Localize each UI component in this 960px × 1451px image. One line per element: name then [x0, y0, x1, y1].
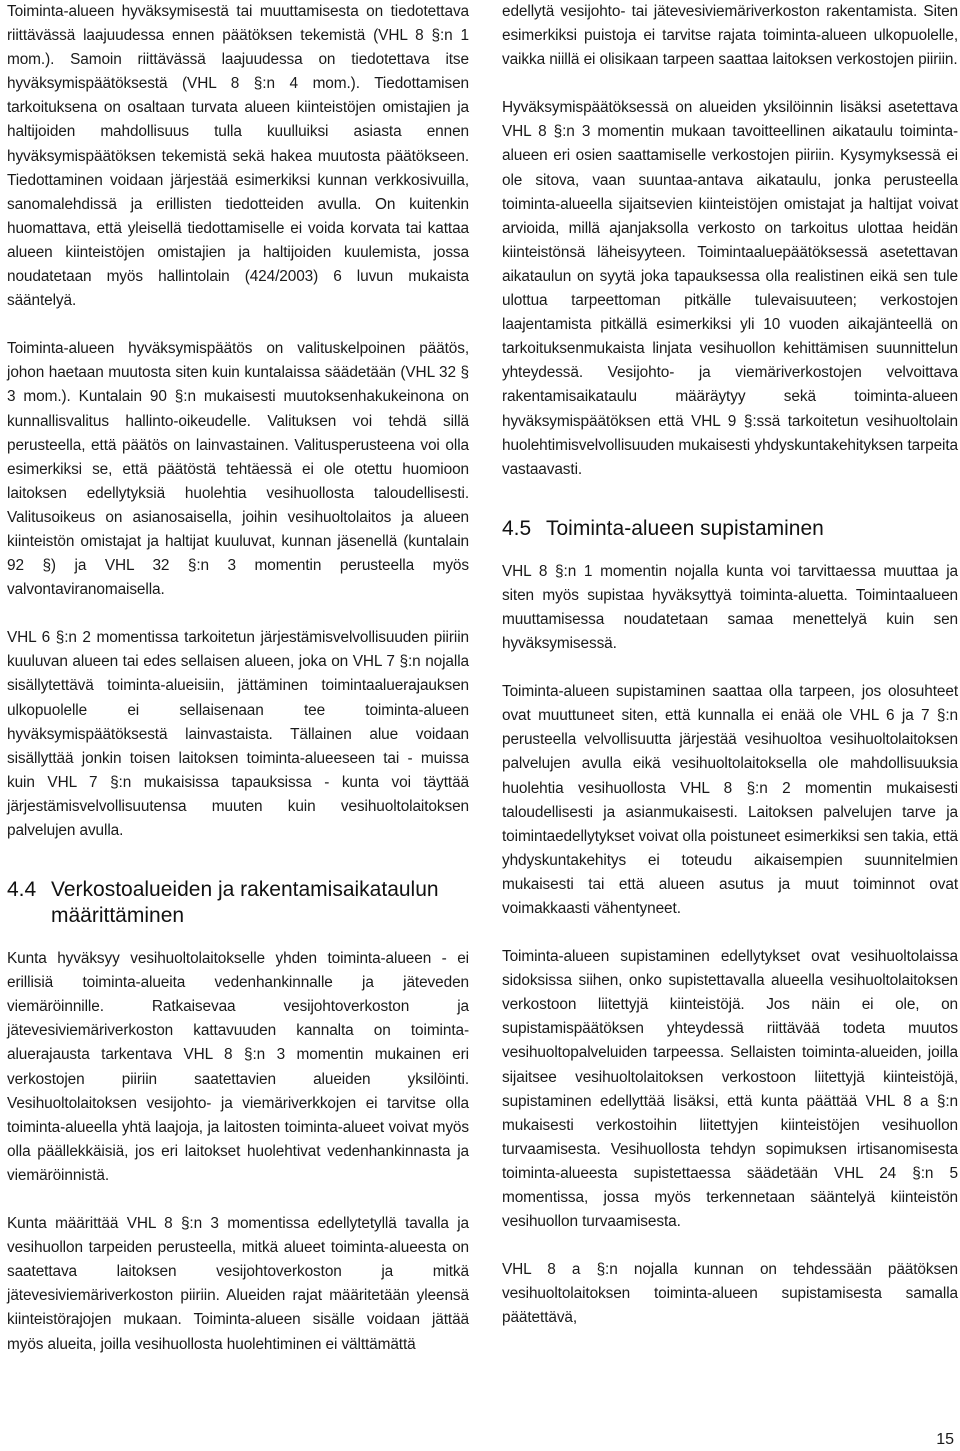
section-number: 4.4 [7, 878, 37, 902]
right-paragraph-1: edellytä vesijohto- tai jätevesiviemäriverkoston rakentamista. Siten esimerkiksi puistoja ei tarvitse rajata toiminta-alueen ulkopuolelle, vaikka niillä ei olisikaan tarpeen saattaa laitoksen verkostojen piiriin. [502, 3, 958, 69]
left-paragraph-1: Toiminta-alueen hyväksymisestä tai muuttamisesta on tiedotettava riittävässä laajuudessa ennen päätöksen tekemistä (VHL 8 §:n 1 mom.). Samoin riittävässä laajuudessa on tiedotettava itse hyväksymispäätöksestä (VHL 8 §:n 4 mom.). Tiedottamisen tarkoituksena on osaltaan turvata alueen kiinteistöjen omistajien ja haltijoiden mahdollisuus tulla kuulluiksi asiasta ennen hyväksymispäätöksen tekemistä sekä hakea muutosta päätökseen. Tiedottaminen voidaan järjestää esimerkiksi kunnan verkkosivuilla, sanomalehdissä ja erillisten tiedotteiden avulla. On kuitenkin huomattava, että yleisellä tiedottamiselle ei voida korvata tai kattaa alueen kiinteistöjen omistajien ja haltijoiden kuulemista, jossa noudatetaan myös hallintolain (424/2003) 6 luvun mukaista sääntelyä. [7, 3, 469, 310]
left-column [7, 0, 469, 1357]
right-paragraph-5: Toiminta-alueen supistaminen edellytykset ovat vesihuoltolaissa sidoksissa siihen, onko supistettavalla alueella vesihuoltolaitoksen verkostoon liitettyjä kiinteistöjä. Jos näin ei ole, on supistamispäätöksen yhteydessä riittävää todeta muutos vesihuoltopalveluiden tarpeessa. Sellaisten toiminta-alueiden, joilla sijaitsee vesihuoltolaitoksen verkostoon liitettyjä kiinteistöjä, supistaminen edellyttää lisäksi, että kunta päättää VHL 8 a §:n mukaisesti verkostoihin liitettyjen kiinteistöjen vesihuollon turvaamisesta. Vesihuollosta tehdyn sopimuksen irtisanomisesta toiminta-alueesta supistettaessa säädetään VHL 24 §:n 5 momentissa, jossa myös terkennetaan sääntelyä kiinteistön vesihuollon turvaamisesta. [502, 948, 958, 1231]
left-paragraph-3: VHL 6 §:n 2 momentissa tarkoitetun järjestämisvelvollisuuden piiriin kuuluvan alueen tai edes sellaisen alueen, joka on VHL 7 §:n nojalla sisällytettävä toiminta-alueisiin, jättäminen toimintaaluerajauksen ulkopuolelle ei sellaisenaan tee toiminta-alueen hyväksymispäätöksestä lainvastaista. Tällainen alue voidaan sisällyttää jonkin toisen laitoksen toiminta-alueeseen tai - muissa kuin VHL 7 §:n mukaisissa tapauksissa - kunta voi täyttää järjestämisvelvollisuutensa muuten kuin vesihuoltolaitoksen palvelujen avulla. [7, 629, 469, 839]
section-heading-4-5 [502, 516, 958, 542]
right-paragraph-2: Hyväksymispäätöksessä on alueiden yksilöinnin lisäksi asetettava VHL 8 §:n 3 momentin mukaan tavoitteellinen aikataulu toiminta-alueen eri osien saattamiselle verkostojen piiriin. Kysymyksessä ei ole sitova, vaan suuntaa-antava aikataulu, jonka perusteella toiminta-alueella sijaitsevien kiinteistöjen omistajat ja haltijat voivat arvioida, millä ajanjaksolla verkosto on tarkoitus ulottaa heidän kiinteistönsä läheisyyteen. Toimintaaluepäätöksessä asetettavan aikataulun on syytä joka tapauksessa olla realistinen eikä sen tule ulottua tarpeettoman pitkälle tulevaisuuteen; verkostojen laajentamista pitkällä esimerkiksi yli 10 vuoden aikajänteellä on tarkoituksenmukaista linjata vesihuollon kehittämisen suunnittelun yhteydessä. Vesijohto- ja viemäriverkostojen velvoittava rakentamisaikataulu määräytyy sekä toiminta-alueen hyväksymispäätöksen että VHL 9 §:ssä tarkoitetun vesihuoltolain huolehtimisvelvollisuuden mukaisesti yhdyskuntakehityksen tarpeita vastaavasti. [502, 99, 958, 478]
right-column [502, 0, 958, 1331]
section-number: 4.5 [502, 516, 532, 540]
section-title: Verkostoalueiden ja rakentamisaikataulun määrittäminen [51, 878, 439, 928]
left-paragraph-5: Kunta määrittää VHL 8 §:n 3 momentissa edellytetyllä tavalla ja vesihuollon tarpeiden perusteella, mitkä alueet toiminta-alueesta on saatettava laitoksen vesijohtoverkoston ja mitkä jätevesiviemäriverkoston piiriin. Alueiden rajat määritetään yleensä kiinteistörajojen mukaan. Toiminta-alueen sisälle voidaan jättää myös alueita, joilla vesihuollosta huolehtiminen ei välttämättä [7, 1215, 469, 1353]
left-paragraph-4: Kunta hyväksyy vesihuoltolaitokselle yhden toiminta-alueen - ei erillisiä toiminta-alueita vedenhankinnalle ja jäteveden viemäröinnille. Ratkaisevaa vesijohtoverkoston ja jätevesiviemäriverkoston kattavuuden kannalta on toiminta-aluerajausta tarkentava VHL 8 §:n 3 momentin mukainen eri verkostojen piiriin saatettavien alueiden yksilöinti. Vesihuoltolaitoksen vesijohto- ja viemäriverkkojen ei tarvitse olla toiminta-alueella yhtä laajoja, ja laitosten toiminta-alueet voivat myös olla päällekkäisiä, jos eri laitokset huolehtivat vedenhankinnasta ja viemäröinnistä. [7, 950, 469, 1184]
right-paragraph-3: VHL 8 §:n 1 momentin nojalla kunta voi tarvittaessa muuttaa ja siten myös supistaa hyväksyttyä toiminta-aluetta. Toimintaalueen muuttamisessa noudatetaan samaa menettelyä kuin sen hyväksymisessä. [502, 562, 958, 653]
left-paragraph-2: Toiminta-alueen hyväksymispäätös on valituskelpoinen päätös, johon haetaan muutosta siten kuin kuntalaissa säädetään (VHL 32 § 3 mom.). Kuntalain 90 §:n mukaisesti muutoksenhakukeinona on kunnallisvalitus hallinto-oikeudelle. Valituksen voi tehdä sillä perusteella, että päätös on lainvastainen. Valitusperusteena voi olla esimerkiksi se, että päätöstä tehtäessä ei ole otettu huomioon laitoksen edellytyksiä huolehtia vesihuollosta taloudellisesti. Valitusoikeus on asianosaisella, joihin vesihuoltolaitos ja alueen kiinteistön omistajat ja haltijat kuuluvat, kunnan jäsenellä (kuntalain 92 §) ja VHL 32 §:n 3 momentin perusteella myös valvontaviranomaisella. [7, 340, 469, 599]
page-number: 15 [936, 1431, 954, 1448]
right-paragraph-6: VHL 8 a §:n nojalla kunnan on tehdessään päätöksen vesihuoltolaitoksen toiminta-alueen supistamisesta samalla päätettävä, [502, 1261, 958, 1327]
section-heading-4-4 [7, 877, 469, 929]
section-title: Toiminta-alueen supistaminen [546, 516, 824, 540]
right-paragraph-4: Toiminta-alueen supistaminen saattaa olla tarpeen, jos olosuhteet ovat muuttuneet siten, että kunnalla ei enää ole VHL 6 ja 7 §:n perusteella velvollisuutta järjestää vesihuoltoa vesihuoltolaitoksen palvelujen avulla eikä vesihuoltolaitoksella ole mahdollisuuksia huolehtia vesihuollosta VHL 8 §:n 2 momentin mukaisesti taloudellisesti ja asianmukaisesti. Laitoksen palvelujen tarve ja toimintaedellytykset voivat olla poistuneet esimerkiksi sen takia, että yhdyskuntakehitys ei toteudu aikaisempien suunnitelmien mukaisesti tai että alueen asutus ja muut toiminnot ovat voimakkaasti vähentyneet. [502, 683, 958, 917]
